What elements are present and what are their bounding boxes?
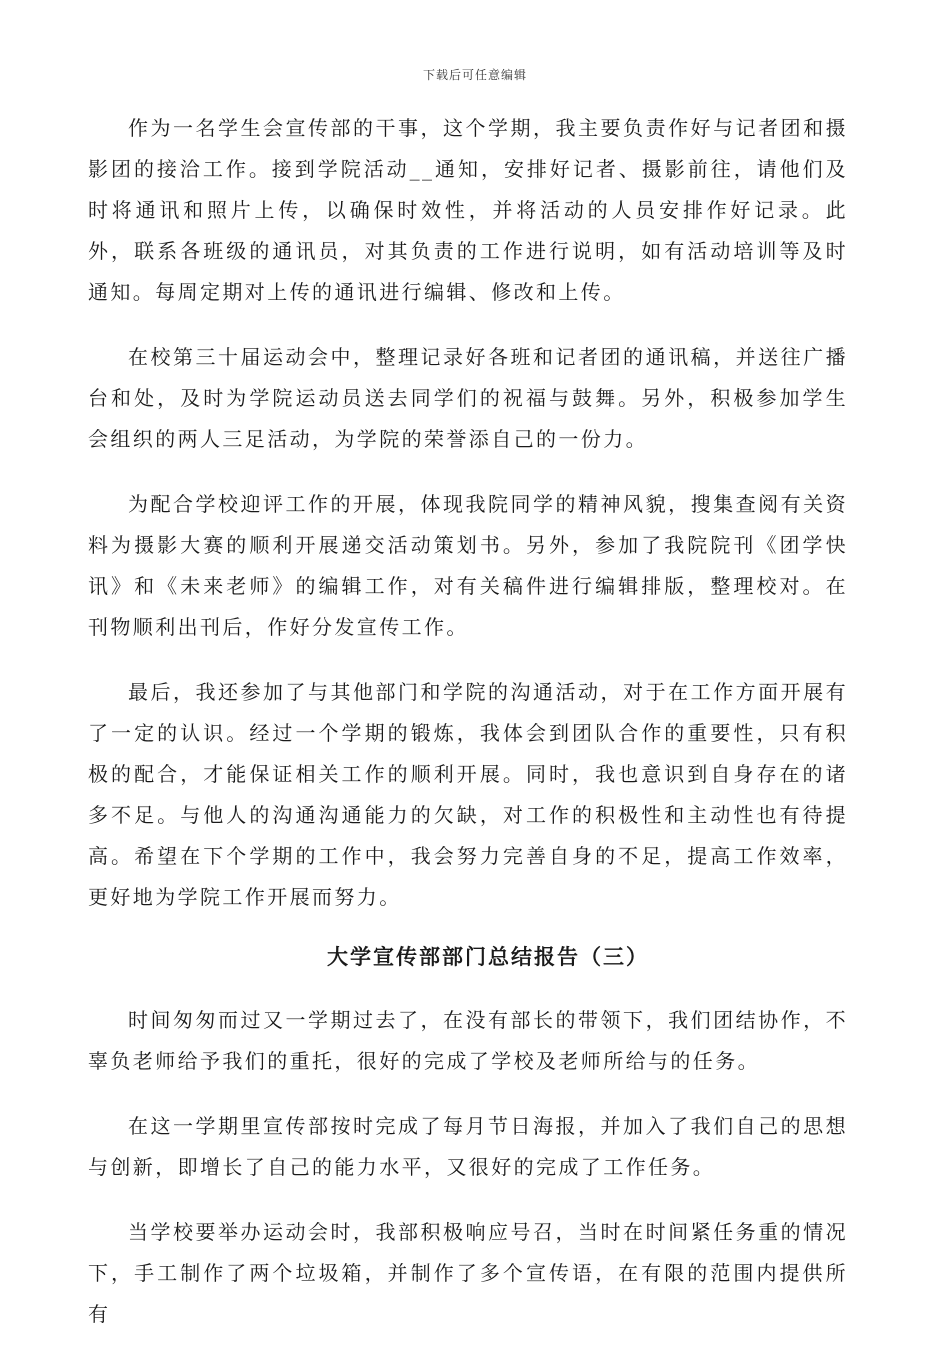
header-note: 下载后可任意编辑 bbox=[422, 68, 527, 82]
paragraph-work-duties: 作为一名学生会宣传部的干事，这个学期，我主要负责作好与记者团和摄影团的接洽工作。接到学院活动__通知，安排好记者、摄影前往，请他们及时将通讯和照片上传，以确保时效性，并将活动的人员安排作好记录。此外，联系各班级的通讯员，对其负责的工作进行说明，如有活动培训等及时通知。每周定期对上传的通讯进行编辑、修改和上传。 bbox=[88, 116, 848, 304]
document-body bbox=[88, 108, 848, 1359]
section-title: 大学宣传部部门总结报告（三） bbox=[327, 945, 649, 969]
paragraph-evaluation-work: 为配合学校迎评工作的开展，体现我院同学的精神风貌，搜集查阅有关资料为摄影大赛的顺利开展递交活动策划书。另外，参加了我院院刊《团学快讯》和《未来老师》的编辑工作，对有关稿件进行编辑排版，整理校对。在刊物顺利出刊后，作好分发宣传工作。 bbox=[88, 492, 848, 639]
paragraph-semester-intro: 时间匆匆而过又一学期过去了，在没有部长的带领下，我们团结协作，不辜负老师给予我们的重托，很好的完成了学校及老师所给与的任务。 bbox=[88, 1008, 848, 1073]
paragraph-conclusion: 最后，我还参加了与其他部门和学院的沟通活动，对于在工作方面开展有了一定的认识。经过一个学期的锻炼，我体会到团队合作的重要性，只有积极的配合，才能保证相关工作的顺利开展。同时，我也意识到自身存在的诸多不足。与他人的沟通沟通能力的欠缺，对工作的积极性和主动性也有待提高。希望在下个学期的工作中，我会努力完善自身的不足，提高工作效率，更好地为学院工作开展而努力。 bbox=[88, 680, 848, 909]
paragraph-sports-meet: 在校第三十届运动会中，整理记录好各班和记者团的通讯稿，并送往广播台和处，及时为学院运动员送去同学们的祝福与鼓舞。另外，积极参加学生会组织的两人三足活动，为学院的荣誉添自己的一份力。 bbox=[88, 345, 848, 451]
paragraph-sports-preparation: 当学校要举办运动会时，我部积极响应号召，当时在时间紧任务重的情况下，手工制作了两个垃圾箱，并制作了多个宣传语，在有限的范围内提供所有 bbox=[88, 1220, 848, 1326]
paragraph-posters: 在这一学期里宣传部按时完成了每月节日海报，并加入了我们自己的思想与创新，即增长了自己的能力水平，又很好的完成了工作任务。 bbox=[88, 1114, 848, 1179]
